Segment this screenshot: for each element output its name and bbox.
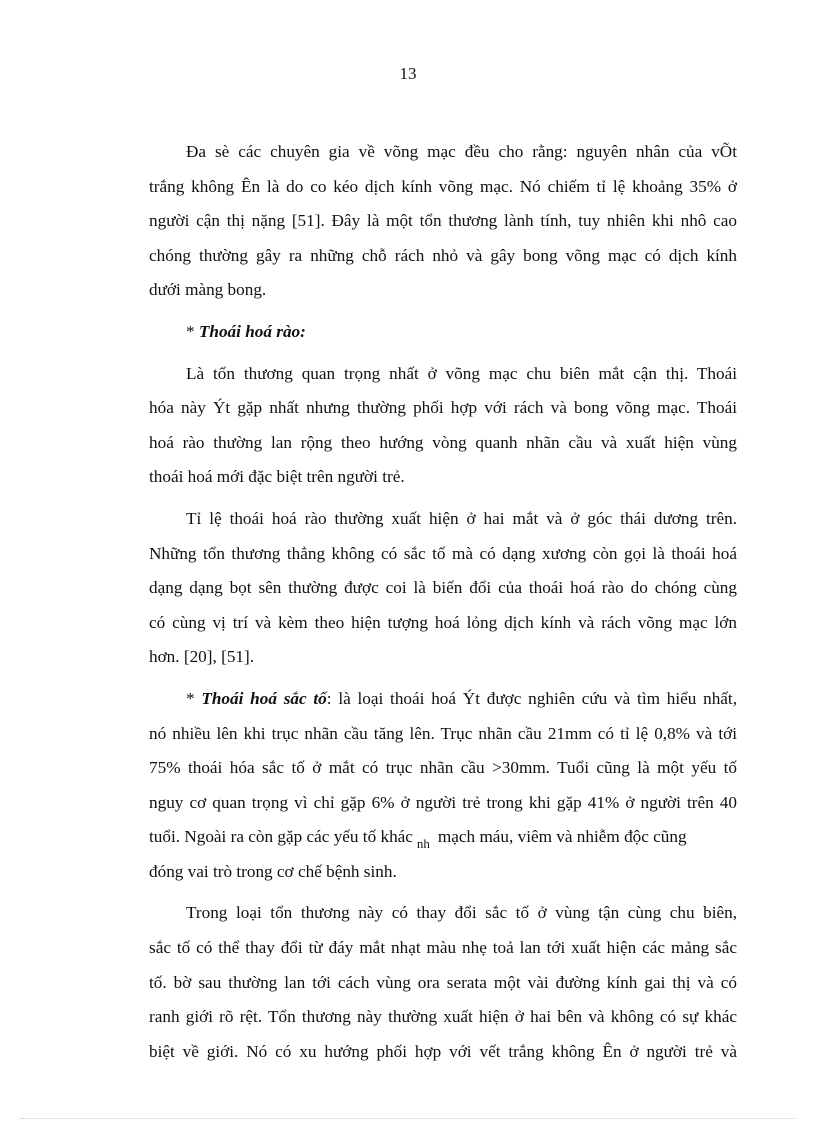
paragraph-line: dưới màng bong. (149, 280, 267, 300)
paragraph-line: sắc tố có thể thay đổi từ đáy mắt nhạt màu nhẹ toả lan tới xuất hiện các mảng sắc (149, 938, 737, 958)
paragraph-line: ranh giới rõ rệt. Tổn thương này thường xuất hiện ở hai bên và không có sự khác (149, 1007, 737, 1027)
paragraph-line: Trong loại tổn thương này có thay đổi sắc tố ở vùng tận cùng chu biên, (186, 903, 737, 923)
paragraph-line: Đa sè các chuyên gia về võng mạc đều cho rằng: nguyên nhân của vÕt (186, 142, 737, 161)
section-heading-fence-degeneration (149, 315, 737, 350)
paragraph-1 (149, 135, 737, 308)
paragraph-line: đóng vai trò trong cơ chế bệnh sinh. (149, 861, 397, 881)
paragraph-line: chóng thường gây ra những chỗ rách nhỏ và gây bong võng mạc có dịch kính (149, 245, 737, 265)
paragraph-line: người cận thị nặng [51]. Đây là một tổn thương lành tính, tuy nhiên khi nhô cao (149, 211, 737, 231)
paragraph-line: 75% thoái hóa sắc tố ở mắt có trục nhãn cầu >30mm. Tuổi cũng là một yếu tố (149, 758, 737, 778)
paragraph-5 (149, 896, 737, 1069)
document-body (149, 135, 737, 1069)
paragraph-4 (149, 682, 737, 890)
paragraph-line: Những tổn thương thẳng không có sắc tố mà có dạng xương còn gọi là thoái hoá (149, 543, 737, 563)
paragraph-2 (149, 357, 737, 495)
paragraph-line: tố. bờ sau thường lan tới cách vùng ora serata một vài đường kính gai thị và có (149, 972, 737, 992)
paragraph-line (149, 682, 737, 717)
paragraph-line: có cùng vị trí và kèm theo hiện tượng hoá lỏng dịch kính và rách võng mạc lớn (149, 612, 737, 632)
paragraph-line: thoái hoá mới đặc biệt trên người trẻ. (149, 467, 405, 487)
paragraph-line: Tỉ lệ thoái hoá rào thường xuất hiện ở hai mắt và ở góc thái dương trên. (186, 508, 737, 528)
paragraph-line: hơn. [20], [51]. (149, 647, 255, 667)
paragraph-text: : là loại thoái hoá Ýt được nghiên cứu và tìm hiểu nhất, (326, 688, 738, 708)
paragraph-3 (149, 502, 737, 675)
inline-heading-title: Thoái hoá sắc tố (201, 688, 327, 708)
paragraph-line: dạng dạng bọt sên thường được coi là biến đổi của thoái hoá rào do chóng cùng (149, 578, 737, 598)
paragraph-text: mạch máu, viêm và nhiễm độc cũng (437, 827, 687, 847)
heading-bullet: * (186, 321, 199, 341)
paragraph-text: tuổi. Ngoài ra còn gặp các yếu tố khác (149, 827, 413, 847)
paragraph-line: trắng không Ên là do co kéo dịch kính võng mạc. Nó chiếm tỉ lệ khoảng 35% ở (149, 176, 737, 196)
heading-line (149, 315, 737, 350)
paragraph-line: nó nhiều lên khi trục nhãn cầu tăng lên. Trục nhãn cầu 21mm có tỉ lệ 0,8% và tới (149, 723, 737, 743)
paragraph-line: hoá rào thường lan rộng theo hướng vòng quanh nhãn cầu và xuất hiện vùng (149, 432, 737, 452)
heading-bullet: * (186, 688, 202, 708)
paragraph-line: biệt về giới. Nó có xu hướng phối hợp với vết trắng không Ên ở người trẻ và (149, 1041, 737, 1061)
page-number: 13 (399, 64, 417, 83)
paragraph-line (149, 820, 737, 855)
paragraph-line: nguy cơ quan trọng vì chỉ gặp 6% ở người trẻ trong khi gặp 41% ở người trên 40 (149, 792, 737, 812)
page-bottom-divider (20, 1118, 796, 1119)
subscript-text: nh (416, 836, 430, 852)
paragraph-line: Là tổn thương quan trọng nhất ở võng mạc chu biên mắt cận thị. Thoái (186, 363, 737, 383)
paragraph-line: hóa này Ýt gặp nhất nhưng thường phối hợp với rách và bong võng mạc. Thoái (149, 398, 737, 418)
heading-title: Thoái hoá rào: (198, 321, 306, 341)
